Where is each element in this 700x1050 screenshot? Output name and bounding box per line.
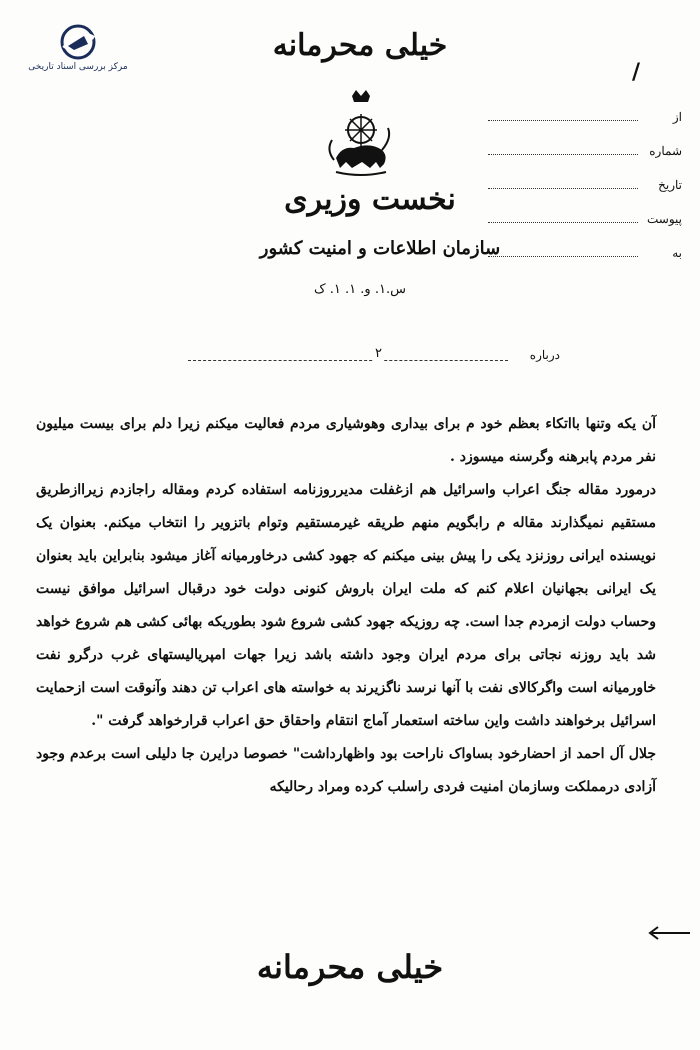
body-paragraph-1: آن یکه وتنها بااتکاء بعظم خود م برای بیداری وهوشیاری مردم فعالیت میکنم زیرا دلم برای بیست میلیون نفر مردم پابرهنه وگرسنه میسوزد . bbox=[36, 416, 656, 465]
attachment-field bbox=[462, 212, 682, 230]
number-label: شماره bbox=[649, 144, 682, 158]
from-label: از bbox=[672, 110, 682, 124]
subject-field bbox=[180, 348, 560, 368]
from-line bbox=[488, 120, 638, 121]
archive-watermark bbox=[18, 24, 138, 84]
lion-and-sun-emblem-icon bbox=[322, 88, 400, 180]
number-field bbox=[462, 144, 682, 162]
classification-bottom: خیلی محرمانه bbox=[256, 948, 444, 986]
agency-title: سازمان اطلاعات و امنیت کشور bbox=[259, 238, 501, 259]
archive-logo-icon bbox=[54, 24, 102, 60]
watermark-text: مرکز بررسی اسناد تاریخی bbox=[28, 62, 128, 72]
attachment-line bbox=[488, 222, 638, 223]
subject-line bbox=[188, 360, 508, 361]
date-line bbox=[488, 188, 638, 189]
body-paragraph-2: درمورد مقاله جنگ اعراب واسرائیل هم ازغفلت مدیرروزنامه استفاده کردم ومقاله راجازدم زیراازطریق مستقیم نمیگذارند مقاله م رابگویم منهم طریقه غیرمستقیم وتوام باتزویر را انتخاب میکنم. بعنوان یک نویسنده ایرانی روزنزد یکی را پیش بینی میکنم که جهود کشی درخاورمیانه آغاز میشود بنابراین باید بعنوان یک ایرانی بجهانیان اعلام کنم که ملت ایران باروش کنونی دولت خود درقبال اسرائیل موافق نیست وحساب دولت ازمردم جدا است. چه روزیکه جهود کشی شروع شود بطوریکه بهائی کشی هم شروع خواهد شد باید روزنه نجاتی برای مردم ایران وجود داشته باشد زیرا جهات امپریالیستهای غرب درگرو نفت خاورمیانه است واگرکالای نفت با آنها نرسد ناگزیرند به خواسته های اعراب تن دهند وآنوقت است ازحمایت اسرائیل برخواهند داشت واین ساخته استعمار آماج انتقام واحقاق حق اعراب قرارخواهد گرفت ". bbox=[36, 482, 656, 729]
date-field bbox=[462, 178, 682, 196]
subject-number: ۲ bbox=[375, 346, 382, 361]
top-mark: / bbox=[632, 60, 641, 85]
reference-code: س.۱. و. ۱. ۱. ک bbox=[314, 282, 406, 297]
subject-label: درباره bbox=[529, 348, 560, 362]
ministry-title: نخست وزیری bbox=[284, 182, 456, 217]
date-label: تاریخ bbox=[658, 178, 682, 192]
classification-top: خیلی محرمانه bbox=[272, 28, 448, 63]
number-line bbox=[488, 154, 638, 155]
body-paragraph-3: جلال آل احمد از احضارخود بساواک ناراحت بود واظهارداشت" خصوصا درایرن جا دلیلی است برعدم وجود آزادی درمملکت وسازمان امنیت فردی راسلب کرده ومراد رحالیکه bbox=[36, 746, 656, 795]
to-field bbox=[462, 246, 682, 264]
to-label: به bbox=[672, 246, 682, 260]
to-line bbox=[488, 256, 638, 257]
letter-body bbox=[36, 408, 656, 804]
from-field bbox=[462, 110, 682, 128]
attachment-label: پیوست bbox=[647, 212, 682, 226]
left-arrow-icon bbox=[646, 924, 692, 942]
